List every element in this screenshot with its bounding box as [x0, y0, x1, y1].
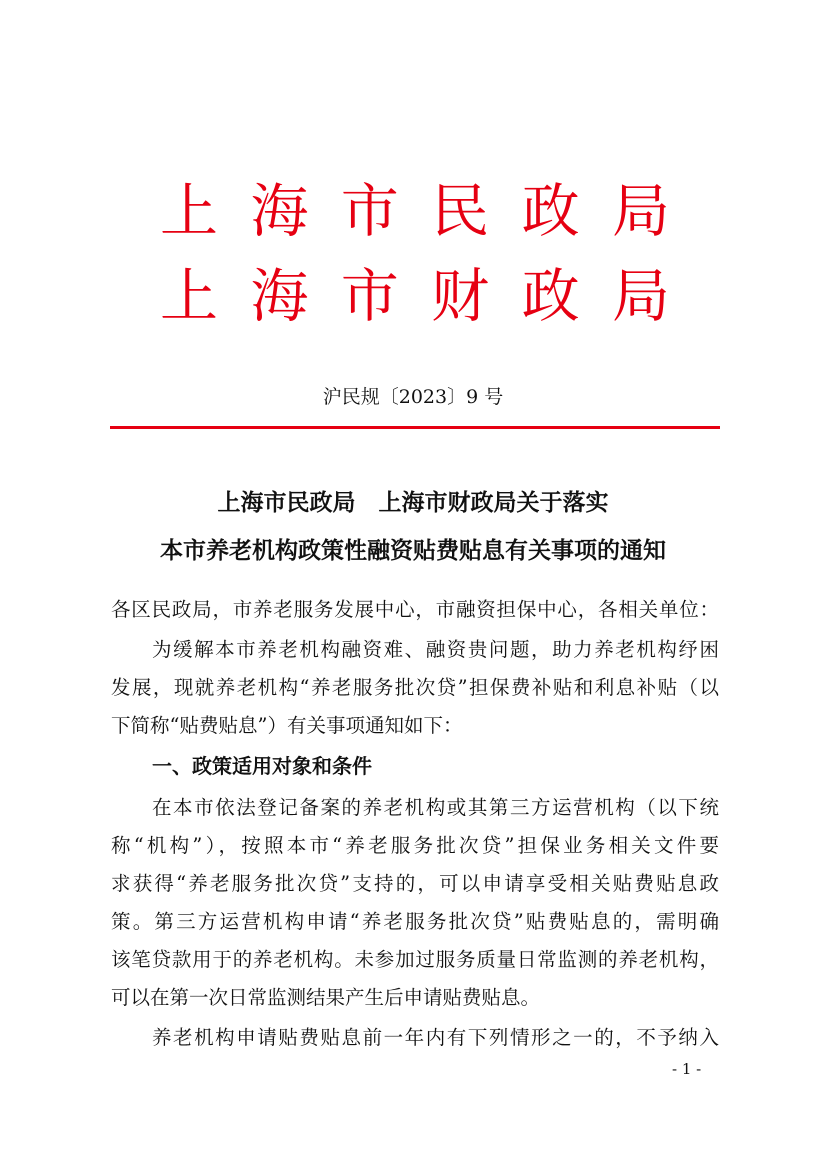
issuer-char: 上	[160, 177, 219, 245]
title-line-1: 上海市民政局 上海市财政局关于落实	[217, 490, 609, 516]
body-line: 策。第三方运营机构申请“养老服务批次贷”贴费贴息的，需明确	[111, 910, 719, 933]
page-number: - 1 -	[672, 1060, 702, 1078]
issuer-char: 政	[521, 177, 580, 245]
section-heading: 一、政策适用对象和条件	[152, 754, 372, 778]
body-line: 该笔贷款用于的养老机构。未参加过服务质量日常监测的养老机构，	[111, 948, 719, 971]
body-line: 发展，现就养老机构“养老服务批次贷”担保费补贴和利息补贴（以	[111, 676, 719, 699]
body-line: 下简称“贴费贴息”）有关事项通知如下：	[111, 714, 463, 737]
document-number: 沪民规〔2023〕9 号	[322, 386, 504, 408]
issuer-char: 海	[250, 177, 309, 245]
title-line-2: 本市养老机构政策性融资贴费贴息有关事项的通知	[160, 538, 666, 564]
body-line: 养老机构申请贴费贴息前一年内有下列情形之一的，不予纳入	[152, 1026, 719, 1049]
issuer-char: 财	[431, 262, 490, 330]
body-line: 在本市依法登记备案的养老机构或其第三方运营机构（以下统	[152, 796, 719, 819]
body-line: 为缓解本市养老机构融资难、融资贵问题，助力养老机构纾困	[152, 638, 719, 661]
issuer-char: 海	[250, 262, 309, 330]
issuer-char: 局	[611, 177, 670, 245]
issuer-char: 上	[160, 262, 219, 330]
issuer-char: 政	[521, 262, 580, 330]
body-line: 可以在第一次日常监测结果产生后申请贴费贴息。	[111, 986, 541, 1009]
issuer-char: 民	[431, 177, 490, 245]
red-divider	[110, 426, 720, 429]
salutation: 各区民政局，市养老服务发展中心，市融资担保中心，各相关单位：	[111, 598, 719, 621]
issuer-line-2	[160, 262, 670, 330]
issuer-char: 市	[340, 262, 399, 330]
body-line: 称“机构”），按照本市“养老服务批次贷”担保业务相关文件要	[111, 834, 719, 857]
issuer-line-1	[160, 177, 670, 245]
issuer-char: 市	[340, 177, 399, 245]
issuer-char: 局	[611, 262, 670, 330]
body-line: 求获得“养老服务批次贷”支持的，可以申请享受相关贴费贴息政	[111, 872, 719, 895]
